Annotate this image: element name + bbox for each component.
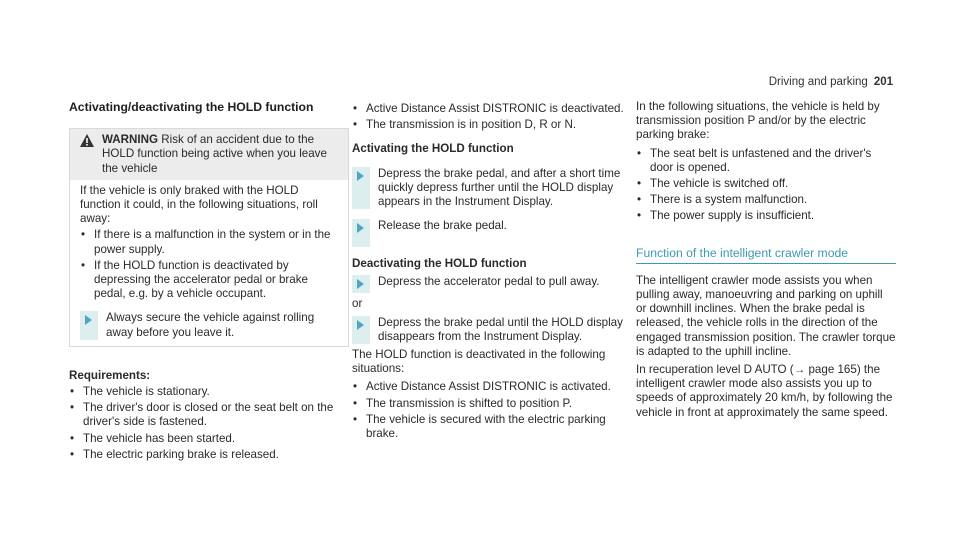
instruction-arrow-icon [352,167,370,210]
instruction-step: Release the brake pedal. [352,219,624,247]
section-title: Driving and parking [768,76,868,88]
list-item: • Active Distance Assist DISTRONIC is deactivated. [353,102,624,115]
body-text: In the following situations, the vehicle is held by transmission position P and/or by the electric parking brake: [636,100,880,142]
warning-header [70,129,348,180]
column-right [636,100,896,424]
subheading-deactivate: Deactivating the HOLD function [352,257,527,271]
instruction-step: Always secure the vehicle against rolling away before you leave it. [80,311,338,339]
warning-keyword: WARNING [102,133,159,147]
warning-text: If the vehicle is only braked with the HOLD function it could, in the following situations, roll away: [80,183,318,226]
list-item: • The vehicle is secured with the electric parking brake. [353,412,606,441]
list-item: • The transmission is shifted to position P. [353,396,572,410]
list-item: • If there is a malfunction in the system or in the power supply. [81,228,331,256]
body-text: In recuperation level D AUTO (→ page 165) the intelligent crawler mode also assists you up to speeds of approximately 20 km/h, by following the vehicle in front at approximately the same speed. [636,363,893,419]
list-item: • The power supply is insufficient. [637,209,815,223]
warning-box [69,128,349,347]
warning-icon [80,134,94,147]
crawler-mode-heading: Function of the intelligent crawler mode [636,246,896,264]
list-item: • If the HOLD function is deactivated by depressing the accelerator pedal or brake pedal, e.g. by a vehicle occupant. [81,258,308,301]
list-item: • The seat belt is unfastened and the driver's door is opened. [637,146,872,174]
list-item: • The transmission is in position D, R or N. [353,118,577,132]
body-text: The intelligent crawler mode assists you when pulling away, manoeuvring and parking on uphill or downhill inclines. When the brake pedal is released, the vehicle rolls in the direction of the engaged transmission position. The crawler torque is adapted to the uphill incline. [636,273,896,358]
warning-headline: Risk of an accident due to the HOLD function being active when you leave the vehicle [102,133,327,175]
instruction-step: Depress the brake pedal, and after a short time quickly depress further until the HOLD display appears in the Instrument Display. [352,167,624,210]
instruction-step: Depress the accelerator pedal to pull away. [352,275,624,293]
subheading-activate: Activating the HOLD function [352,142,514,156]
or-text: or [352,297,363,311]
column-left [69,100,349,464]
list-item: • Active Distance Assist DISTRONIC is activated. [353,380,611,394]
list-item: • The vehicle is stationary. [70,385,210,399]
instruction-arrow-icon [80,311,98,339]
instruction-step: Depress the brake pedal until the HOLD display disappears from the Instrument Display. [352,316,624,344]
list-item: • There is a system malfunction. [637,193,808,207]
requirements-label: Requirements: [69,368,151,382]
page-header [769,75,893,89]
instruction-arrow-icon [352,219,370,247]
instruction-arrow-icon [352,275,370,293]
list-item: • The electric parking brake is released. [70,447,279,461]
column-middle [352,100,624,443]
section-heading: Activating/deactivating the HOLD function [69,100,314,114]
body-text: The HOLD function is deactivated in the following situations: [352,348,606,376]
page-number: 201 [873,76,893,88]
list-item: • The vehicle has been started. [70,431,236,445]
list-item: • The vehicle is switched off. [637,177,789,191]
list-item: • The driver's door is closed or the seat belt on the driver's side is fastened. [70,401,334,429]
instruction-arrow-icon [352,316,370,344]
